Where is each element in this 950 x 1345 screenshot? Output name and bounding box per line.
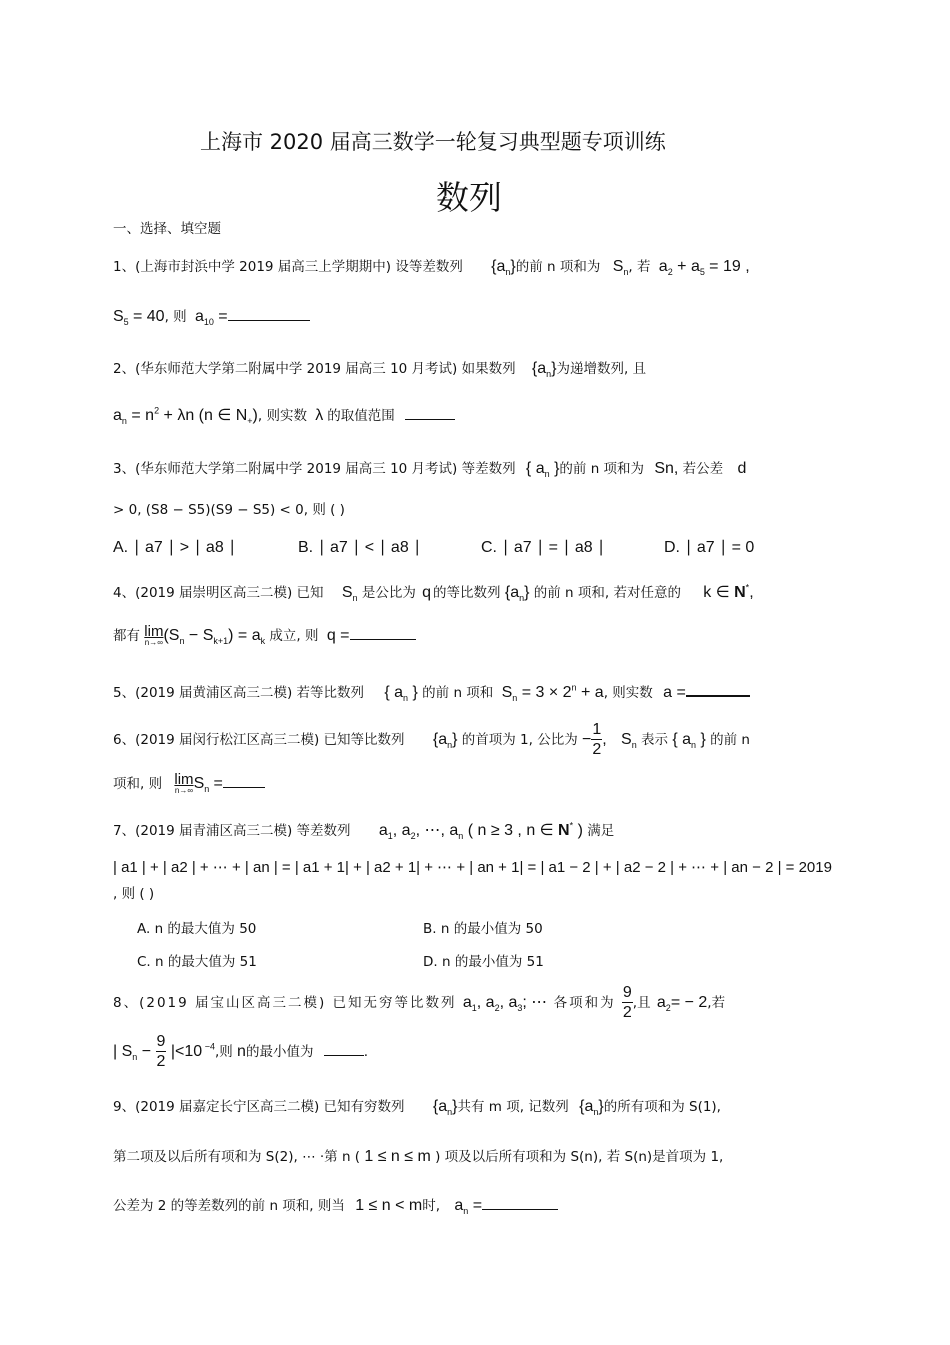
q7-equation: | a1 | + | a2 | + ⋯ + | an | = | a1 + 1| + | a2 + 1| + ⋯ + | an + 1| = | a1 − 2 | + | a2 − 2 | + ⋯ + | an − 2 | = 2019 <box>113 859 832 876</box>
q5-formula: $S_n = 3 \times 2^n + a$ <box>501 682 604 704</box>
q4-q: q <box>422 584 432 601</box>
q8-text: 各项和为 <box>553 995 616 1012</box>
q2-text: 的取值范围 <box>327 408 395 424</box>
q1-a10: $a_{10}$ <box>194 308 214 328</box>
q6-text: 6、(2019 届闵行松江区高三二模) 已知等比数列 <box>113 732 405 749</box>
q9-text: ) 项及以后所有项和为 S(n), 若 S(n)是首项为 1, <box>435 1149 724 1165</box>
q1-text: 的前 n 项和为 <box>515 259 601 275</box>
question-4-line-1 <box>113 581 754 603</box>
q1-text: 1、(上海市封浜中学 2019 届高三上学期期中) 设等差数列 <box>113 259 463 275</box>
q1-text: , 若 <box>628 259 651 275</box>
q3-sequence: { $a_n$ } <box>525 460 560 480</box>
q5-text: , 则实数 <box>603 685 653 701</box>
q9-an: $a_n$ = <box>454 1197 483 1217</box>
answer-blank[interactable] <box>686 681 750 697</box>
q1-equals: = <box>218 308 228 325</box>
q3-d: d <box>737 460 747 477</box>
q9-range: 1 ≤ n ≤ m <box>364 1148 431 1165</box>
question-6-line-2 <box>113 772 265 795</box>
answer-blank[interactable] <box>324 1041 364 1056</box>
question-7-line-1 <box>113 819 614 841</box>
question-4-line-2 <box>113 624 416 647</box>
q7-text: 7、(2019 届青浦区高三二模) 等差数列 <box>113 823 351 839</box>
q7-text: 满足 <box>587 823 615 839</box>
q3-text: 的前 n 项和为 <box>559 461 645 477</box>
page-title: 上海市 2020 届高三数学一轮复习典型题专项训练 <box>200 130 666 154</box>
q6-text: 的首项为 1, 公比为 <box>461 732 578 749</box>
q3-option-d[interactable]: D. ∣ a7 ∣ = 0 <box>664 539 755 556</box>
q3-option-a[interactable]: A. ∣ a7 ∣ > ∣ a8 ∣ <box>113 539 237 556</box>
q9-text: 时, <box>422 1198 441 1214</box>
q2-formula: $a_n = n^2 + \lambda n$ (n ∈ $N_+$) <box>113 405 258 427</box>
answer-blank[interactable] <box>482 1195 558 1210</box>
q4-text: 的前 n 项和, 若对任意的 <box>533 585 681 601</box>
question-9-line-1 <box>113 1095 721 1117</box>
answer-blank[interactable] <box>350 625 416 640</box>
q1-s5-value: = 40 <box>132 308 165 325</box>
q9-text: 公差为 2 的等差数列的前 n 项和, 则当 <box>113 1198 345 1214</box>
question-2-line-2 <box>113 404 455 426</box>
q6-sn: $S_n$ <box>621 731 637 751</box>
q5-text: 的前 n 项和 <box>422 685 494 701</box>
q6-sequence-2: { $a_n$ } <box>672 731 706 751</box>
q2-text: 2、(华东师范大学第二附属中学 2019 届高三 10 月考试) 如果数列 <box>113 361 516 377</box>
q4-text: 成立, 则 <box>269 628 319 644</box>
question-3-line-1 <box>113 457 746 479</box>
answer-blank[interactable] <box>228 306 310 321</box>
q8-text: 的最小值为 <box>245 1044 314 1061</box>
q1-sn: $S_n$ <box>612 258 629 278</box>
question-2-line-1 <box>113 357 646 379</box>
q7-option-b[interactable]: B. n 的最小值为 50 <box>423 921 543 937</box>
q4-sn: $S_n$ <box>341 584 358 604</box>
q5-a-eq: a = <box>663 684 686 701</box>
q8-text: ,若 <box>707 995 726 1012</box>
q6-ratio: − $\frac{1}{2}$ , <box>582 721 607 758</box>
q2-sequence: $\{a_n\}$ <box>531 360 557 380</box>
q4-limit: lim n→∞ $(S_n - S_{k+1}) = a_k$ <box>144 623 266 648</box>
q6-sequence: $\{a_n\}$ <box>432 731 458 751</box>
q8-n: n <box>237 1043 246 1061</box>
q9-text: 9、(2019 届嘉定长宁区高三二模) 已知有穷数列 <box>113 1099 405 1115</box>
q3-text: 3、(华东师范大学第二附属中学 2019 届高三 10 月考试) 等差数列 <box>113 461 516 477</box>
q8-text: ,且 <box>632 995 651 1012</box>
q9-sequence: $\{a_n\}$ <box>432 1098 458 1118</box>
q1-sequence: $\{a_n\}$ <box>491 258 516 278</box>
q1-s5: $S_5$ <box>113 308 129 328</box>
q6-text: 的前 n <box>710 732 750 749</box>
q6-text: 项和, 则 <box>113 776 163 792</box>
q2-text: 为递增数列, 且 <box>556 361 647 377</box>
question-9-line-3 <box>113 1194 558 1216</box>
q9-text: 共有 m 项, 记数列 <box>457 1099 569 1115</box>
question-5 <box>113 681 750 703</box>
q3-option-b[interactable]: B. ∣ a7 ∣ < ∣ a8 ∣ <box>298 539 422 556</box>
question-9-line-2 <box>113 1145 723 1166</box>
q1-sum-value: = 19 , <box>709 258 750 275</box>
q5-text: 5、(2019 届黄浦区高三二模) 若等比数列 <box>113 685 365 701</box>
q8-sum: $\frac{9}{2}$ <box>622 984 632 1021</box>
q7-prompt: , 则 ( ) <box>113 886 155 902</box>
q6-text: 表示 <box>641 732 669 749</box>
q4-text: 4、(2019 届崇明区高三二模) 已知 <box>113 585 324 601</box>
q6-eq: = <box>213 775 223 792</box>
q2-text: , 则实数 <box>257 408 307 424</box>
q1-text: , 则 <box>164 309 187 325</box>
q7-option-a[interactable]: A. n 的最大值为 50 <box>137 921 257 937</box>
q7-terms: $a_1$, $a_2$, ⋯, $a_n$ ( n ≥ 3 , n ∈ N* ) <box>378 820 583 842</box>
q6-limit: lim n→∞ $S_n$ <box>174 771 210 796</box>
q1-sum-expr: $a_2 + a_5$ <box>658 258 705 278</box>
q8-a2: $a_2= - 2$ <box>656 994 708 1014</box>
q8-inequality: | $S_n$ − $\frac{9}{2}$ |<10 $^{-4}$ <box>113 1033 215 1070</box>
q4-sequence: $\{a_n\}$ <box>504 584 530 604</box>
q2-lambda: λ <box>315 407 324 424</box>
section-heading: 一、选择、填空题 <box>113 221 221 237</box>
q5-sequence: { $a_n$ } <box>384 684 418 704</box>
question-8-line-2 <box>113 1034 368 1070</box>
q8-text: ,则 <box>214 1044 233 1061</box>
answer-blank[interactable] <box>405 405 455 420</box>
q4-text: 的等比数列 <box>433 585 501 601</box>
question-1-line-1 <box>113 255 750 277</box>
q9-condition: 1 ≤ n < m <box>355 1197 423 1214</box>
q4-q-eq: q = <box>326 627 350 644</box>
q9-text: 的所有项和为 S(1), <box>603 1099 721 1115</box>
page-subtitle: 数列 <box>436 178 502 217</box>
question-1-line-2 <box>113 305 310 327</box>
q4-text: 都有 <box>113 628 140 644</box>
q8-text: 8、(2019 届宝山区高三二模) 已知无穷等比数列 <box>113 995 457 1012</box>
question-6-line-1 <box>113 722 750 758</box>
answer-blank[interactable] <box>223 773 265 788</box>
q3-text: 若公差 <box>682 461 724 477</box>
q3-sn: Sn, <box>654 460 679 477</box>
q4-text: 是公比为 <box>361 585 416 601</box>
q4-k: k ∈ N*, <box>703 582 754 601</box>
q7-option-c[interactable]: C. n 的最大值为 51 <box>137 954 257 970</box>
q9-sequence-2: $\{a_n\}$ <box>579 1098 604 1118</box>
q3-option-c[interactable]: C. ∣ a7 ∣ = ∣ a8 ∣ <box>481 539 606 556</box>
q8-terms: $a_1$, $a_2$, $a_3$; ⋯ <box>462 994 548 1014</box>
question-3-condition: > 0, (S8 − S5)(S9 − S5) < 0, 则 ( ) <box>113 502 345 518</box>
question-8-line-1 <box>113 985 725 1021</box>
q9-text: 第二项及以后所有项和为 S(2), ⋯ ·第 n ( <box>113 1149 361 1165</box>
q8-period: . <box>363 1044 369 1061</box>
q7-option-d[interactable]: D. n 的最小值为 51 <box>423 954 544 970</box>
